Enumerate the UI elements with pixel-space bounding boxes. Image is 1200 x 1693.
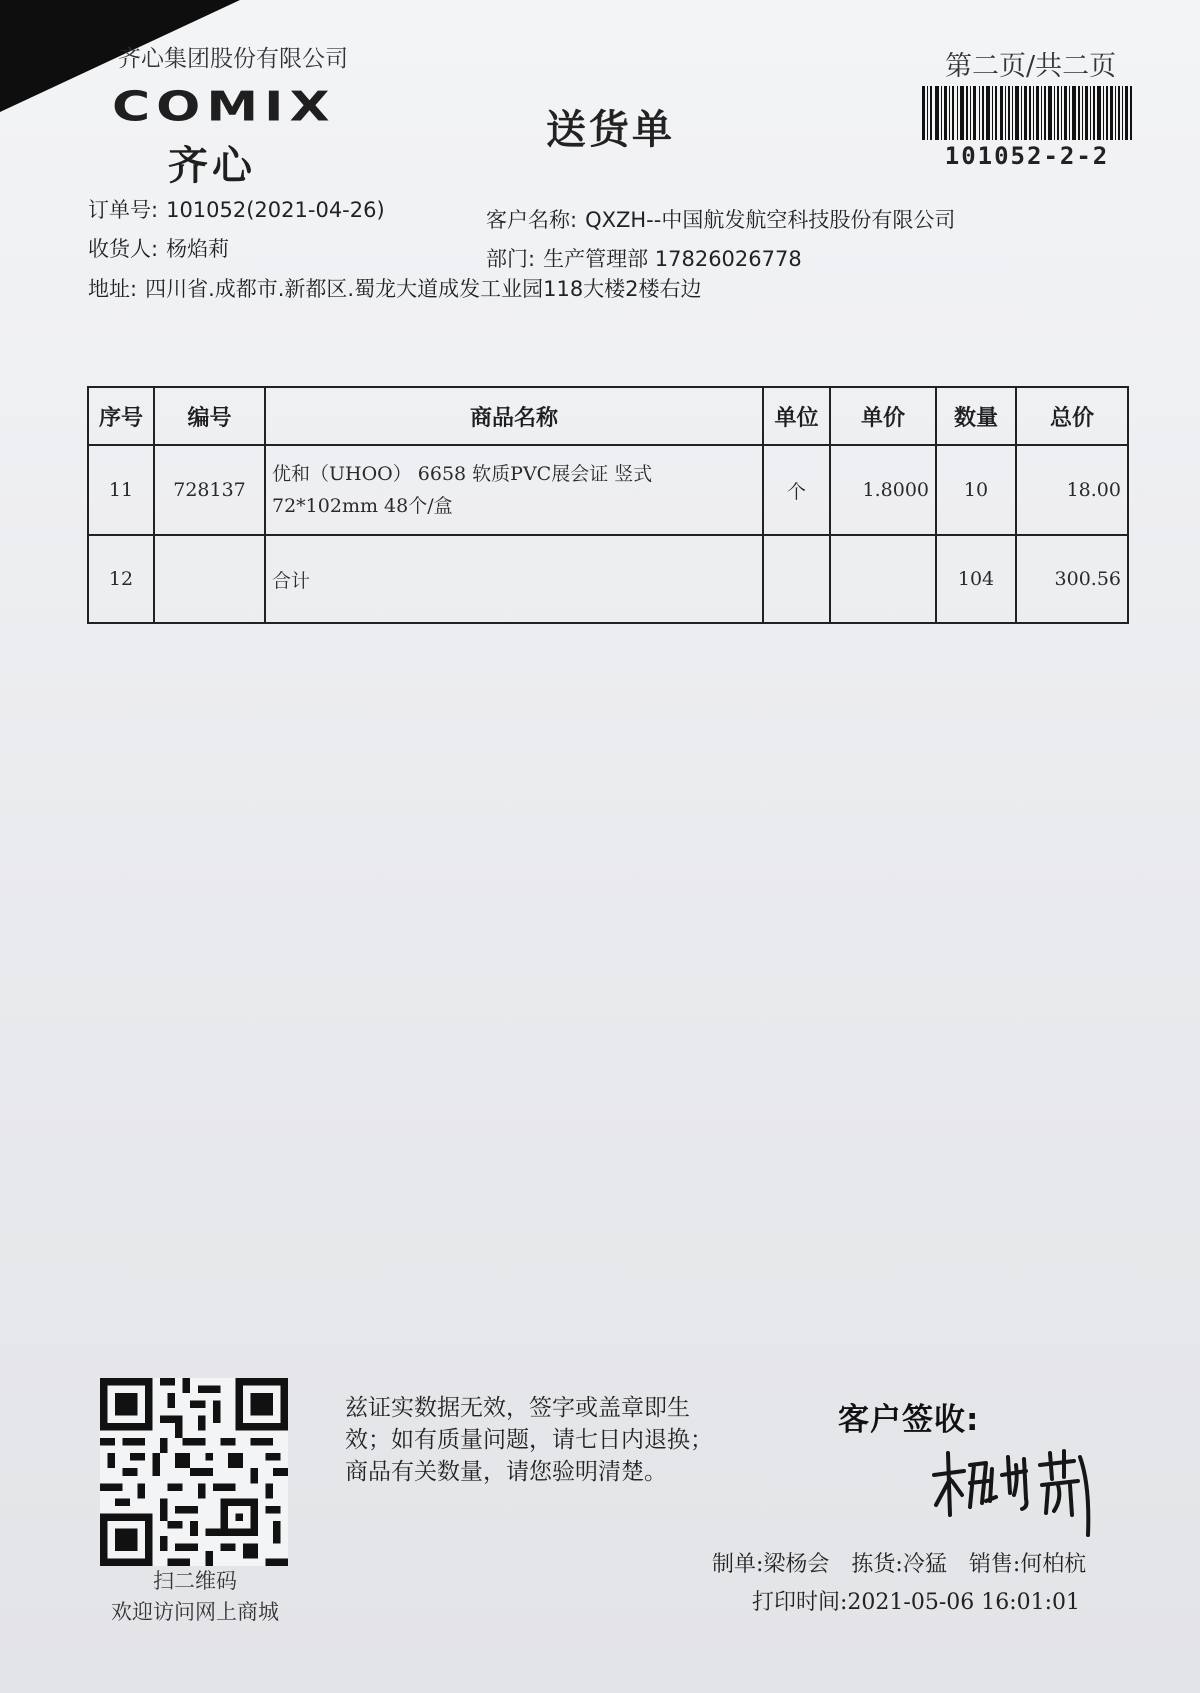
- comix-logo-chinese: 齐心: [168, 143, 256, 189]
- company-name: 齐心集团股份有限公司: [118, 46, 348, 72]
- customer-label: 客户名称:: [486, 208, 578, 232]
- address-label: 地址:: [88, 277, 138, 301]
- receiver-label: 收货人:: [88, 237, 159, 261]
- receiver: [88, 233, 229, 263]
- header-seq: 序号: [88, 387, 154, 445]
- header-product-name: 商品名称: [265, 387, 763, 445]
- staff-info: [712, 1547, 1086, 1578]
- picker-name: 拣货:冷猛: [851, 1552, 947, 1577]
- notice-line-3: 商品有关数量，请您验明清楚。: [345, 1459, 667, 1485]
- cell-product-name: [265, 445, 763, 535]
- cell-seq: 11: [88, 445, 154, 535]
- customer-name: [486, 204, 955, 234]
- header-unit: 单位: [763, 387, 830, 445]
- cell-total-quantity: 104: [936, 535, 1016, 623]
- table-row: [88, 445, 1128, 535]
- cell-unit: 个: [763, 445, 830, 535]
- customer-value: QXZH--中国航发航空科技股份有限公司: [585, 208, 956, 232]
- table-total-row: [88, 535, 1128, 623]
- address-value: 四川省.成都市.新都区.蜀龙大道成发工业园118大楼2楼右边: [145, 277, 702, 301]
- order-number-label: 订单号:: [88, 198, 159, 222]
- cell-price-empty: [830, 535, 936, 623]
- cell-code: 728137: [154, 445, 265, 535]
- notice-line-2: 效；如有质量问题，请七日内退换；: [345, 1427, 713, 1453]
- print-time: 打印时间:2021-05-06 16:01:01: [752, 1590, 1081, 1615]
- cell-total: 18.00: [1016, 445, 1128, 535]
- cell-grand-total: 300.56: [1016, 535, 1128, 623]
- department: [486, 243, 802, 273]
- department-value: 生产管理部 17826026778: [543, 247, 802, 271]
- maker-name: 制单:梁杨会: [712, 1552, 830, 1577]
- product-name-line-1: 优和（UHOO） 6658 软质PVC展会证 竖式: [272, 463, 653, 485]
- header-total: 总价: [1016, 387, 1128, 445]
- cell-unit-price: 1.8000: [830, 445, 936, 535]
- sales-name: 销售:何柏杭: [968, 1552, 1087, 1577]
- cell-unit-empty: [763, 535, 830, 623]
- department-label: 部门:: [486, 247, 536, 271]
- notice-text: [345, 1392, 713, 1488]
- barcode-image: [922, 86, 1132, 140]
- handwritten-signature: [930, 1435, 1105, 1545]
- qr-code-image[interactable]: [100, 1378, 288, 1566]
- comix-logo: COMIX: [112, 84, 336, 131]
- qr-caption-mall: 欢迎访问网上商城: [111, 1600, 279, 1624]
- address: [88, 273, 702, 303]
- items-table: [87, 386, 1129, 624]
- header-unit-price: 单价: [830, 387, 936, 445]
- notice-line-1: 兹证实数据无效，签字或盖章即生: [345, 1395, 690, 1421]
- cell-total-label: 合计: [265, 535, 763, 623]
- header-quantity: 数量: [936, 387, 1016, 445]
- receiver-value: 杨焰莉: [166, 237, 230, 261]
- barcode-number: 101052-2-2: [944, 142, 1110, 170]
- cell-seq: 12: [88, 535, 154, 623]
- customer-signature-label: 客户签收:: [838, 1402, 980, 1438]
- cell-quantity: 10: [936, 445, 1016, 535]
- document-title: 送货单: [546, 107, 675, 153]
- table-header-row: [88, 387, 1128, 445]
- product-name-line-2: 72*102mm 48个/盒: [272, 495, 453, 517]
- order-number-value: 101052(2021-04-26): [166, 198, 385, 222]
- qr-caption-scan: 扫二维码: [153, 1569, 237, 1593]
- page-indicator: 第二页/共二页: [945, 51, 1117, 82]
- header-code: 编号: [154, 387, 265, 445]
- cell-code-empty: [154, 535, 265, 623]
- order-number: [88, 194, 385, 224]
